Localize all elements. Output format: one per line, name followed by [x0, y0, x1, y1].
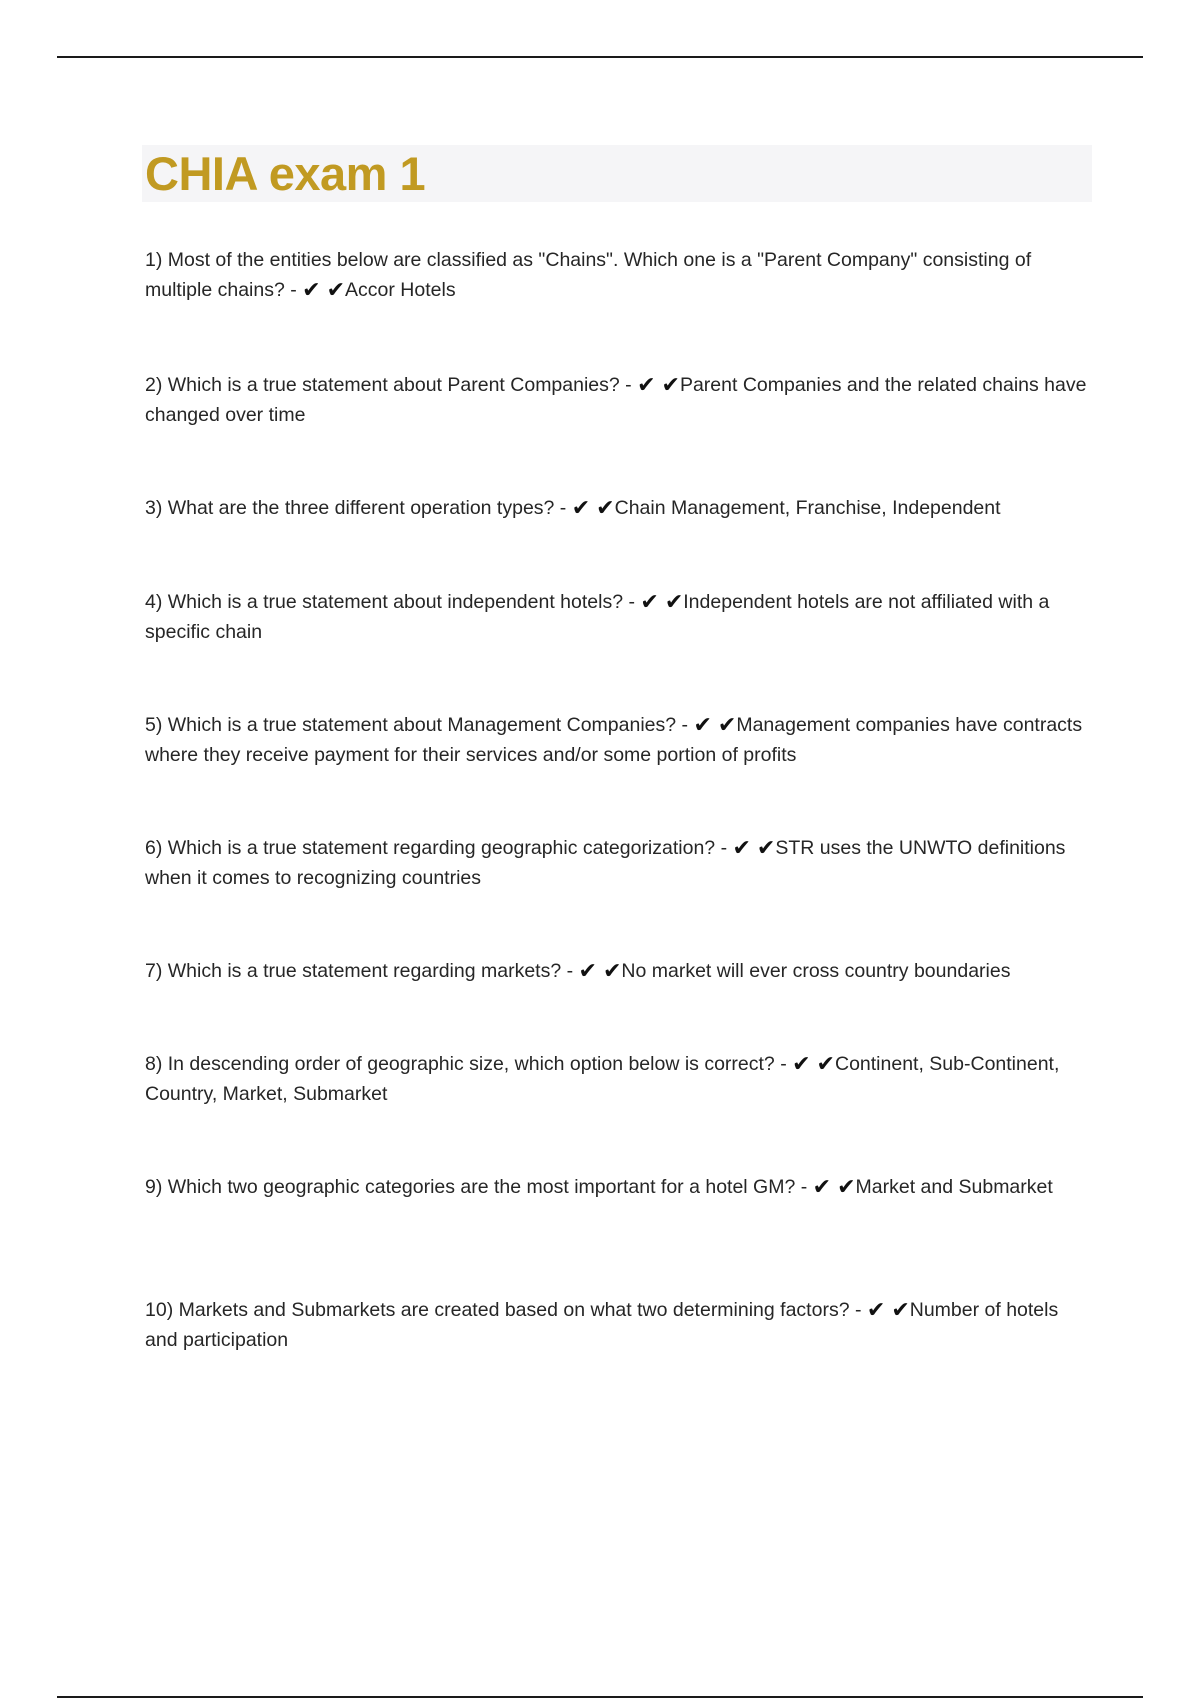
qa-item-10 — [145, 1295, 1095, 1355]
answer-text: Market and Submarket — [855, 1176, 1053, 1198]
question-text: 3) What are the three different operation types? - — [145, 497, 567, 519]
bottom-rule — [57, 1696, 1143, 1698]
qa-item-6 — [145, 833, 1095, 893]
check-icon: ✔ — [866, 1297, 886, 1322]
check-icon: ✔ — [664, 589, 684, 614]
question-text: 1) Most of the entities below are classified as "Chains". Which one is a "Parent Company" consisting of multiple chains? - — [145, 249, 1032, 301]
question-text: 2) Which is a true statement about Parent Companies? - — [145, 374, 632, 396]
answer-text: STR uses the UNWTO definitions when it comes to recognizing countries — [145, 837, 1066, 889]
check-icon: ✔ — [596, 495, 615, 520]
qa-item-8 — [145, 1049, 1095, 1109]
check-icon: ✔ — [637, 372, 656, 397]
check-icon: ✔ — [756, 835, 776, 860]
check-icon: ✔ — [891, 1297, 910, 1322]
check-icon: ✔ — [302, 277, 321, 302]
question-text: 5) Which is a true statement about Management Companies? - — [145, 714, 689, 736]
check-icon: ✔ — [661, 372, 680, 397]
check-icon: ✔ — [326, 277, 346, 302]
check-icon: ✔ — [571, 495, 591, 520]
question-text: 4) Which is a true statement about independent hotels? - — [145, 591, 635, 613]
question-text: 6) Which is a true statement regarding geographic categorization? - — [145, 837, 728, 859]
check-icon: ✔ — [640, 589, 659, 614]
answer-text: Continent, Sub-Continent, Country, Market, Submarket — [145, 1053, 1060, 1105]
answer-text: Independent hotels are not affiliated with a specific chain — [145, 591, 1050, 643]
qa-item-9 — [145, 1172, 1095, 1202]
answer-text: No market will ever cross country boundaries — [621, 960, 1011, 982]
answer-text: Parent Companies and the related chains have changed over time — [145, 374, 1087, 426]
check-icon: ✔ — [816, 1051, 835, 1076]
check-icon: ✔ — [693, 712, 712, 737]
qa-item-1 — [145, 245, 1095, 305]
qa-item-2 — [145, 370, 1095, 430]
top-rule — [57, 56, 1143, 58]
check-icon: ✔ — [812, 1174, 832, 1199]
qa-item-4 — [145, 587, 1095, 647]
check-icon: ✔ — [837, 1174, 856, 1199]
question-text: 7) Which is a true statement regarding markets? - — [145, 960, 574, 982]
question-text: 10) Markets and Submarkets are created based on what two determining factors? - — [145, 1299, 862, 1321]
qa-item-3 — [145, 493, 1095, 523]
check-icon: ✔ — [602, 958, 622, 983]
check-icon: ✔ — [732, 835, 751, 860]
check-icon: ✔ — [792, 1051, 811, 1076]
document-title: CHIA exam 1 — [145, 147, 426, 200]
answer-text: Chain Management, Franchise, Independent — [614, 497, 1001, 519]
check-icon: ✔ — [717, 712, 737, 737]
answer-text: Accor Hotels — [345, 279, 456, 301]
answer-text: Management companies have contracts where they receive payment for their services and/or some portion of profits — [145, 714, 1083, 766]
check-icon: ✔ — [578, 958, 597, 983]
qa-item-7 — [145, 956, 1095, 986]
qa-item-5 — [145, 710, 1095, 770]
question-text: 8) In descending order of geographic size, which option below is correct? - — [145, 1053, 787, 1075]
question-text: 9) Which two geographic categories are the most important for a hotel GM? - — [145, 1176, 808, 1198]
answer-text: Number of hotels and participation — [145, 1299, 1059, 1351]
